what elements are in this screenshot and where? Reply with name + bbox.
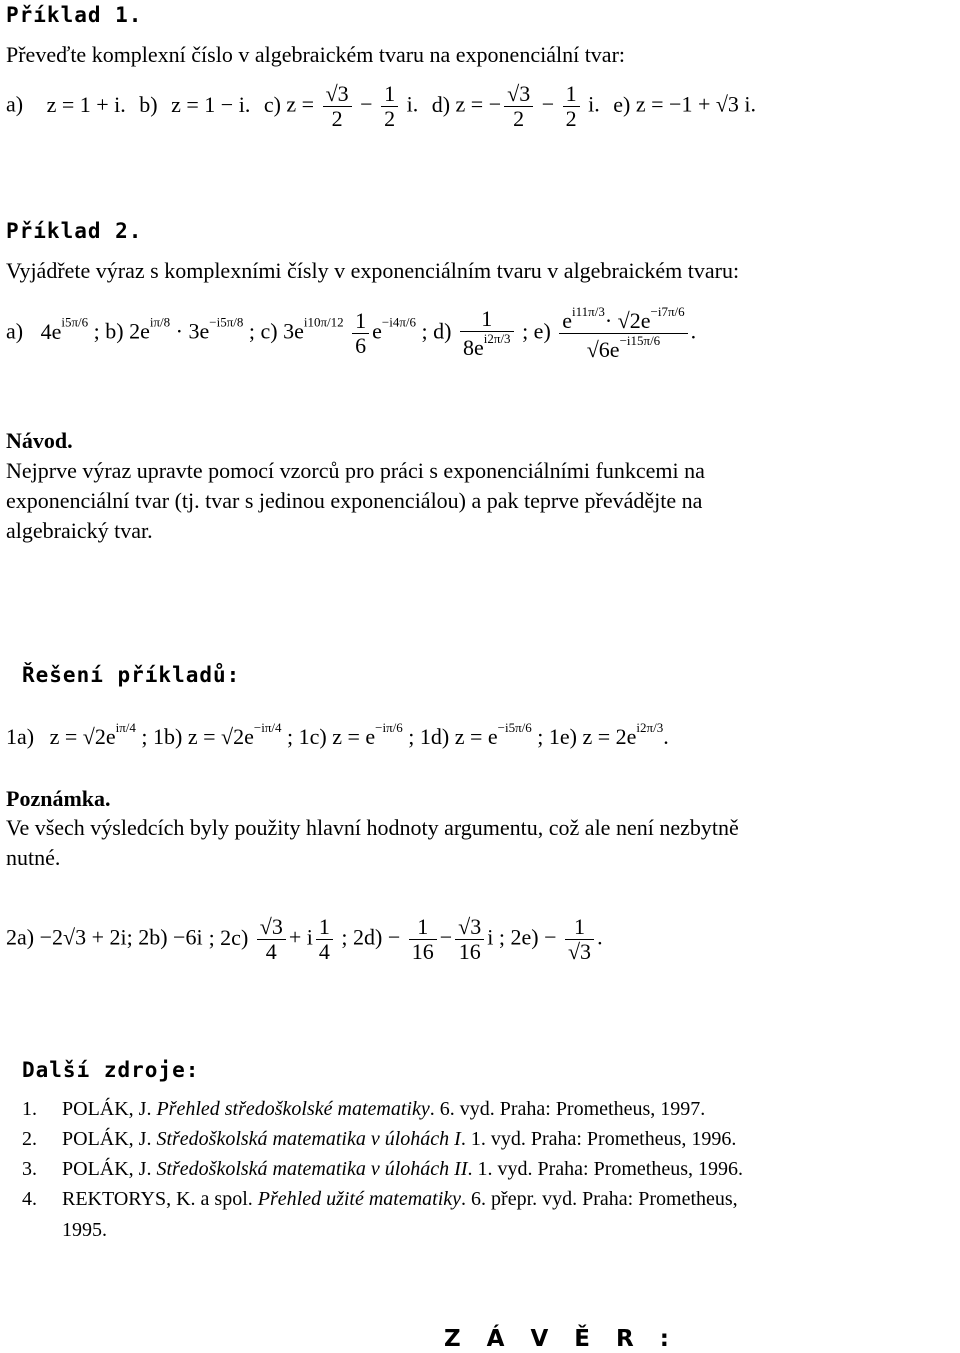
- example-2-items: a) $4e^{i5\pi/6}$ ; b) $2e^{i\pi/8} \cdot 3e^{-i5\pi/8}$ ; c) $3e^{i10\pi/12}$ $\frac{1}{6}$ $e^{-i4\pi/6}$ ; d) $\frac{1}{8e^{i2\pi/3}}$ ; e) $\frac{e^{i11\pi/3}\cdot √2e^{-i7\pi/6}}{√6e^{-i15\pi/6}}$ .: [6, 304, 697, 363]
- item-expr: z = 1 − i.: [171, 91, 251, 117]
- item-label: c): [263, 91, 281, 117]
- solutions-1: 1a) $z = √2e^{i\pi/4}$ ; 1b) $z = √2e^{-i\pi/4}$ ; 1c) $z = e^{-i\pi/6}$ ; 1d) $z = e^{-i5\pi/6}$ ; 1e) $z = 2e^{i2\pi/3}$.: [6, 720, 669, 749]
- fraction: $\frac{1}{2}$: [381, 82, 398, 131]
- fraction: $\frac{√3}{2}$: [323, 82, 352, 131]
- item-label: b): [139, 91, 158, 117]
- hint-line: Nejprve výraz upravte pomocí vzorců pro práci s exponenciálními funkcemi na: [6, 458, 705, 483]
- reference-item: 3. POLÁK, J. Středoškolská matematika v úlohách II. 1. vyd. Praha: Prometheus, 1996.: [22, 1158, 744, 1180]
- example-1-items: a) z = 1 + i. b) z = 1 − i. c) z = $\frac{√3}{2}$ − $\frac{1}{2}$ i. d) z = − $\frac{√3}{2}$ − $\frac{1}{2}$ i. e) z = −1 + √3 i.: [6, 81, 757, 132]
- solutions-2: 2a) −2√3 + 2i; 2b) −6i ; 2c) $\frac{√3}{4}$ + i $\frac{1}{4}$ ; 2d) − $\frac{1}{16}$ − $\frac{√3}{16}$ i ; 2e) − $\frac{1}{√3}$ .: [6, 914, 603, 965]
- hint-line: algebraický tvar.: [6, 518, 153, 543]
- item-expr: z = 1 + i.: [46, 91, 126, 117]
- fraction: $\frac{√3}{2}$: [504, 82, 533, 131]
- note-line: nutné.: [6, 845, 61, 870]
- note-line: Ve všech výsledcích byly použity hlavní hodnoty argumentu, což ale není nezbytně: [6, 815, 739, 840]
- hint-line: exponenciální tvar (tj. tvar s jedinou exponenciálou) a pak teprve převádějte na: [6, 488, 703, 513]
- fraction: $\frac{1}{2}$: [563, 82, 580, 131]
- reference-continuation: 1995.: [62, 1219, 107, 1241]
- conclusion-heading: Z Á V Ě R :: [444, 1326, 678, 1352]
- item-label: e): [613, 91, 631, 117]
- item-expr: z = −1 + √3 i.: [635, 91, 757, 117]
- hint-title: Návod.: [6, 428, 73, 453]
- note-title: Poznámka.: [6, 786, 111, 811]
- sources-title: Další zdroje:: [22, 1058, 200, 1082]
- item-pre: z =: [286, 91, 320, 117]
- item-label: d): [431, 91, 451, 117]
- item-pre: z = −: [455, 91, 502, 117]
- reference-item: 4. REKTORYS, K. a spol. Přehled užité matematiky. 6. přepr. vyd. Praha: Prometheus,: [22, 1188, 738, 1210]
- solutions-title: Řešení příkladů:: [22, 663, 241, 687]
- example-2-title: Příklad 2.: [6, 219, 143, 243]
- reference-item: 1. POLÁK, J. Přehled středoškolské matematiky. 6. vyd. Praha: Prometheus, 1997.: [22, 1098, 706, 1120]
- example-1-title: Příklad 1.: [6, 3, 143, 27]
- example-1-task: Převeďte komplexní číslo v algebraickém tvaru na exponenciální tvar:: [6, 42, 626, 67]
- reference-item: 2. POLÁK, J. Středoškolská matematika v úlohách I. 1. vyd. Praha: Prometheus, 1996.: [22, 1128, 737, 1150]
- example-2-task: Vyjádřete výraz s komplexními čísly v exponenciálním tvaru v algebraickém tvaru:: [6, 258, 740, 283]
- item-label: a): [6, 91, 24, 117]
